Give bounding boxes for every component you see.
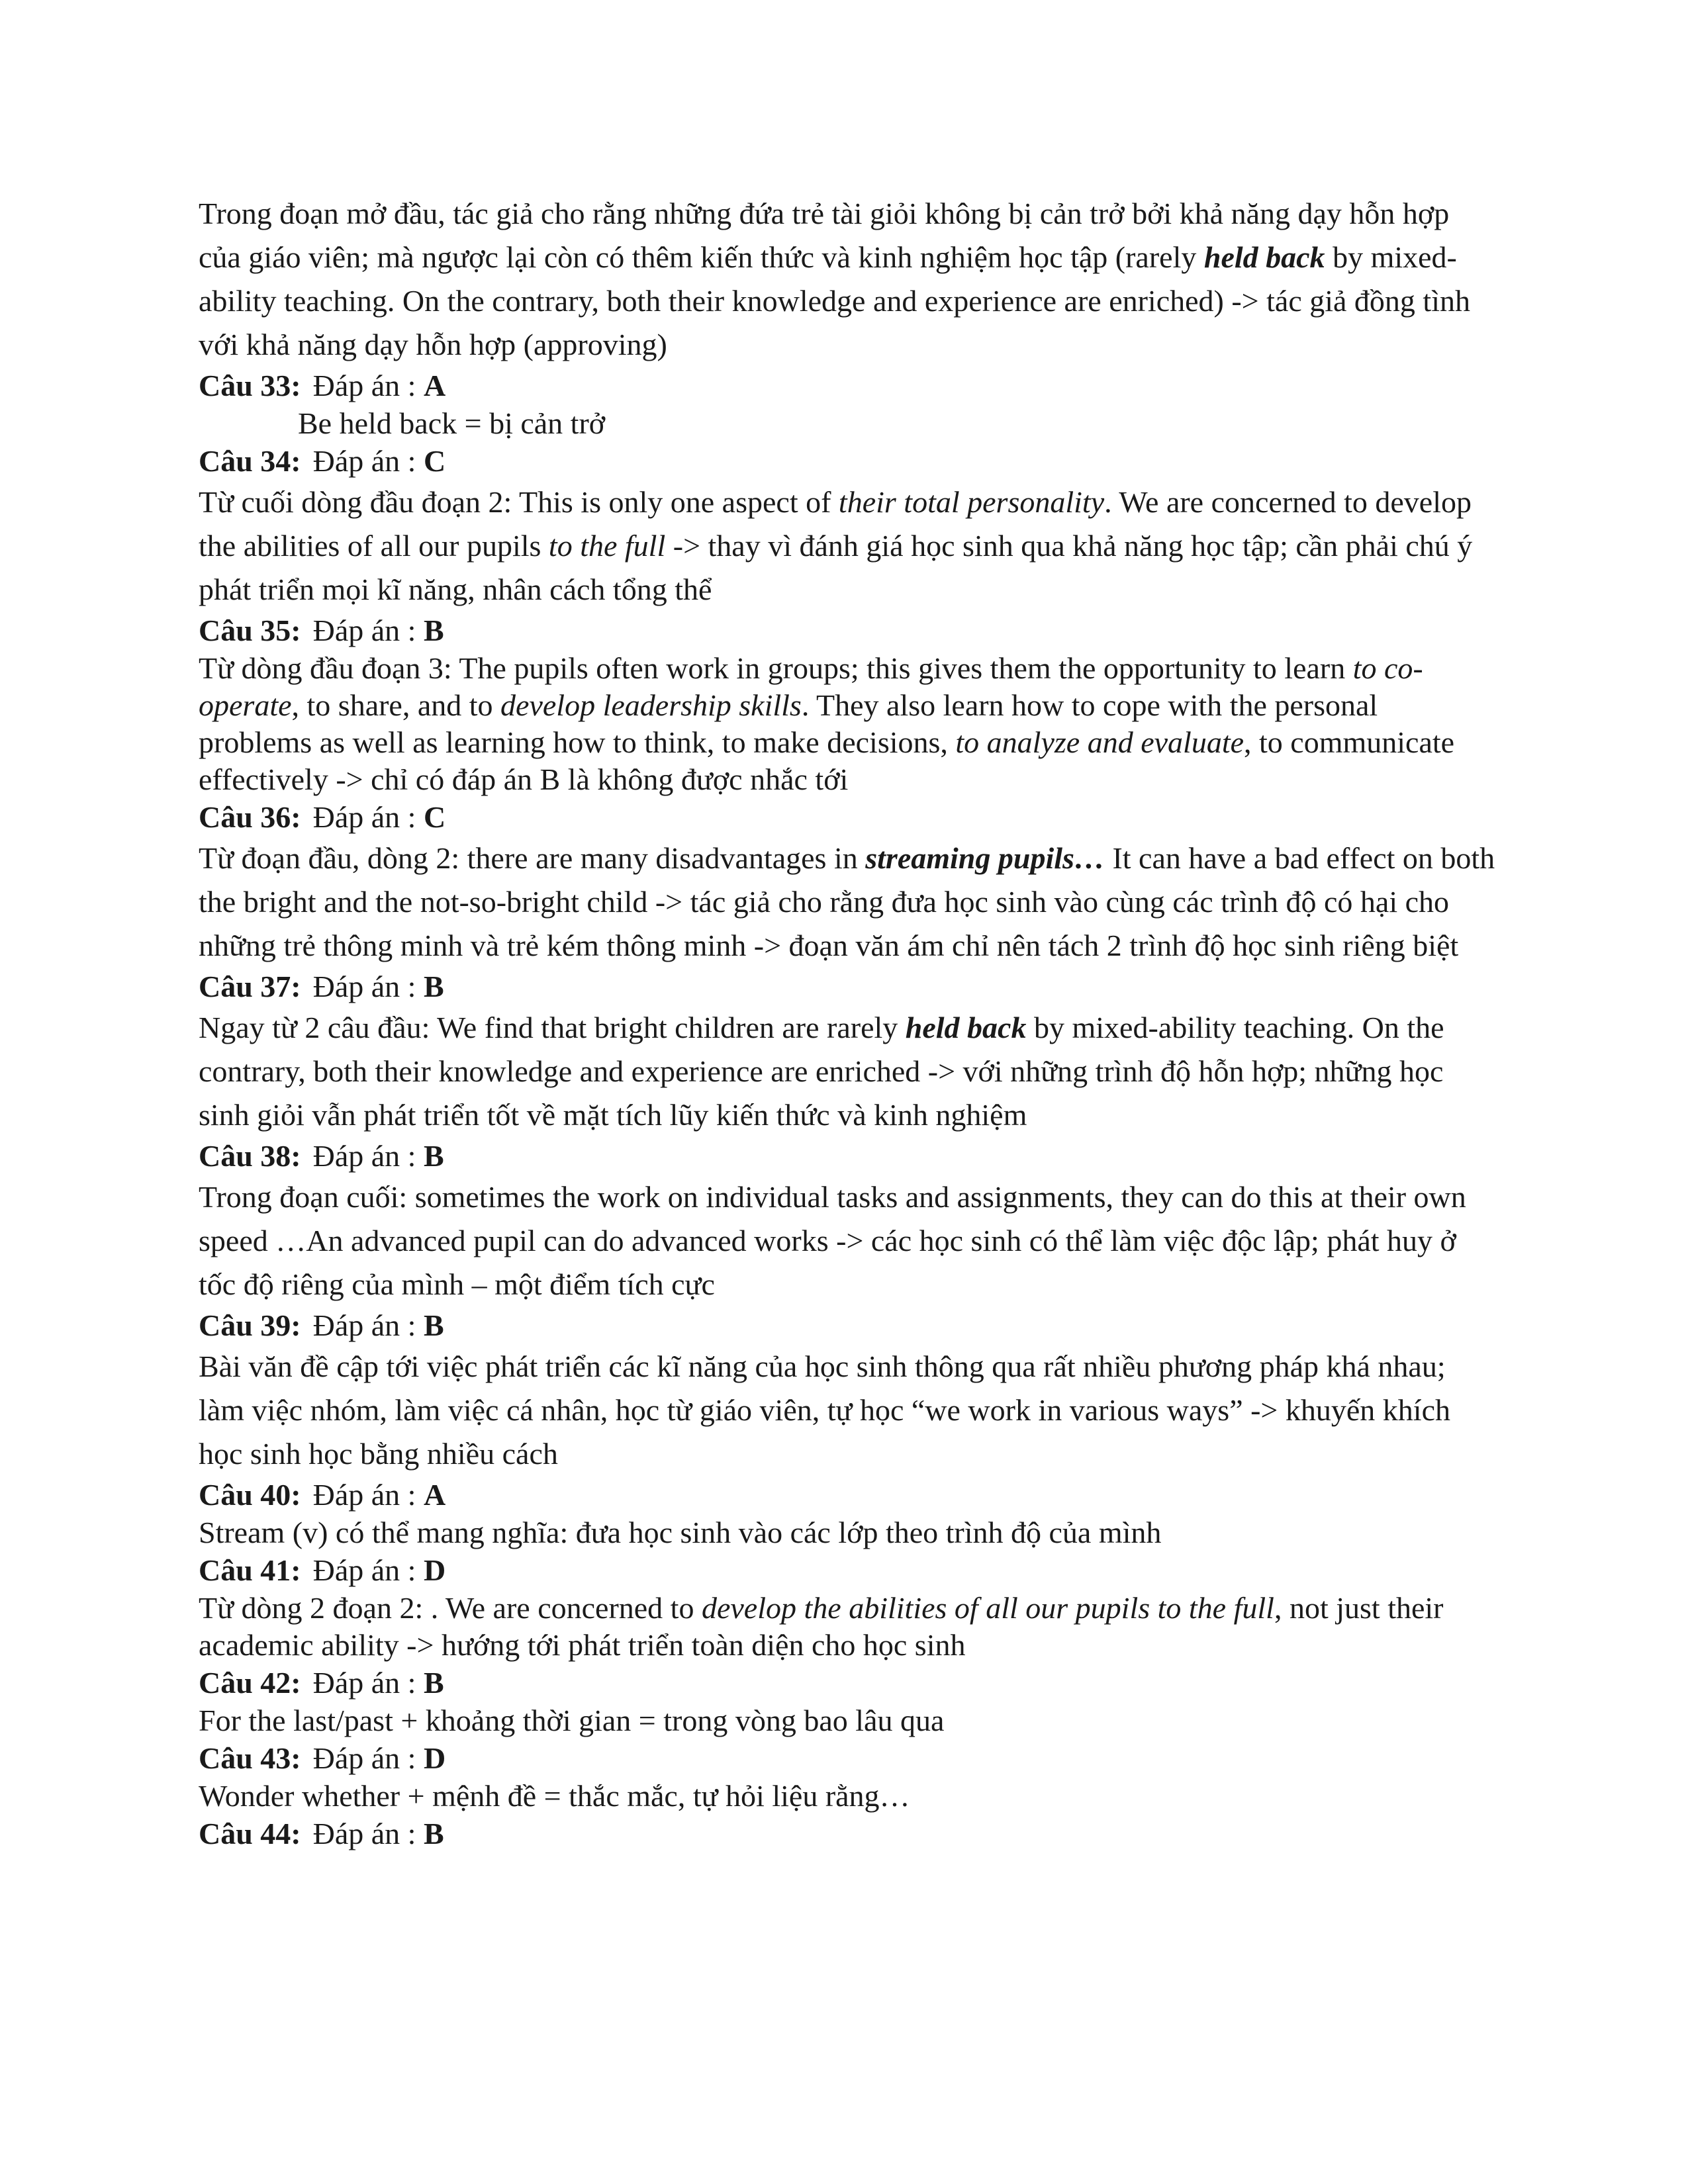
question-42-heading: Câu 42: Đáp án : B [199,1666,444,1700]
question-40-heading: Câu 40: Đáp án : A [199,1478,446,1512]
question-38-explanation: Trong đoạn cuối: sometimes the work on individual tasks and assignments, they can do this at their own speed …An advanced pupil can do advanced works -> các học sinh có thể làm việc độc lập; phát huy ở tốc độ riêng của mình – một điểm tích cực [199,1180,1466,1301]
question-36-heading: Câu 36: Đáp án : C [199,800,446,834]
question-41-explanation: Từ dòng 2 đoạn 2: . We are concerned to develop the abilities of all our pupils to the full, not just their academic ability -> hướng tới phát triển toàn diện cho học sinh [199,1591,1444,1662]
question-35-heading: Câu 35: Đáp án : B [199,614,444,647]
question-36-explanation: Từ đoạn đầu, dòng 2: there are many disadvantages in streaming pupils… It can have a bad effect on both the bright and the not-so-bright child -> tác giả cho rằng đưa học sinh vào cùng các trình độ có hại cho những trẻ thông minh và trẻ kém thông minh -> đoạn văn ám chỉ nên tách 2 trình độ học sinh riêng biệt [199,841,1495,962]
question-39-explanation: Bài văn đề cập tới việc phát triển các kĩ năng của học sinh thông qua rất nhiều phương pháp khá nhau; làm việc nhóm, làm việc cá nhân, học từ giáo viên, tự học “we work in various ways” -> khuyến khích học sinh học bằng nhiều cách [199,1349,1450,1471]
question-34-heading: Câu 34: Đáp án : C [199,444,446,478]
question-33-heading: Câu 33: Đáp án : A [199,369,446,402]
question-40-explanation: Stream (v) có thể mang nghĩa: đưa học sinh vào các lớp theo trình độ của mình [199,1516,1162,1549]
question-37-explanation: Ngay từ 2 câu đầu: We find that bright children are rarely held back by mixed-ability teaching. On the contrary, both their knowledge and experience are enriched -> với những trình độ hỗn hợp; những học sinh giỏi vẫn phát triển tốt về mặt tích lũy kiến thức và kinh nghiệm [199,1011,1444,1132]
document-page [199,192,1496,1853]
question-35-explanation: Từ dòng đầu đoạn 3: The pupils often work in groups; this gives them the opportunity to learn to co-operate, to share, and to develop leadership skills. They also learn how to cope with the personal problems as well as learning how to think, to make decisions, to analyze and evaluate, to communicate effectively -> chỉ có đáp án B là không được nhắc tới [199,651,1455,796]
question-44-heading: Câu 44: Đáp án : B [199,1817,444,1850]
question-41-heading: Câu 41: Đáp án : D [199,1553,446,1587]
question-42-explanation: For the last/past + khoảng thời gian = trong vòng bao lâu qua [199,1704,945,1737]
question-39-heading: Câu 39: Đáp án : B [199,1308,444,1342]
question-43-heading: Câu 43: Đáp án : D [199,1741,446,1775]
question-37-heading: Câu 37: Đáp án : B [199,970,444,1003]
question-38-heading: Câu 38: Đáp án : B [199,1139,444,1173]
question-34-explanation: Từ cuối dòng đầu đoạn 2: This is only one aspect of their total personality. We are concerned to develop the abilities of all our pupils to the full -> thay vì đánh giá học sinh qua khả năng học tập; cần phải chú ý phát triển mọi kĩ năng, nhân cách tổng thể [199,485,1473,606]
question-43-explanation: Wonder whether + mệnh đề = thắc mắc, tự hỏi liệu rằng… [199,1779,910,1813]
question-33-explanation: Be held back = bị cản trở [298,406,606,440]
intro-paragraph: Trong đoạn mở đầu, tác giả cho rằng những đứa trẻ tài giỏi không bị cản trở bởi khả năng dạy hỗn hợp của giáo viên; mà ngược lại còn có thêm kiến thức và kinh nghiệm học tập (rarely held back by mixed-ability teaching. On the contrary, both their knowledge and experience are enriched) -> tác giả đồng tình với khả năng dạy hỗn hợp (approving) [199,197,1470,361]
